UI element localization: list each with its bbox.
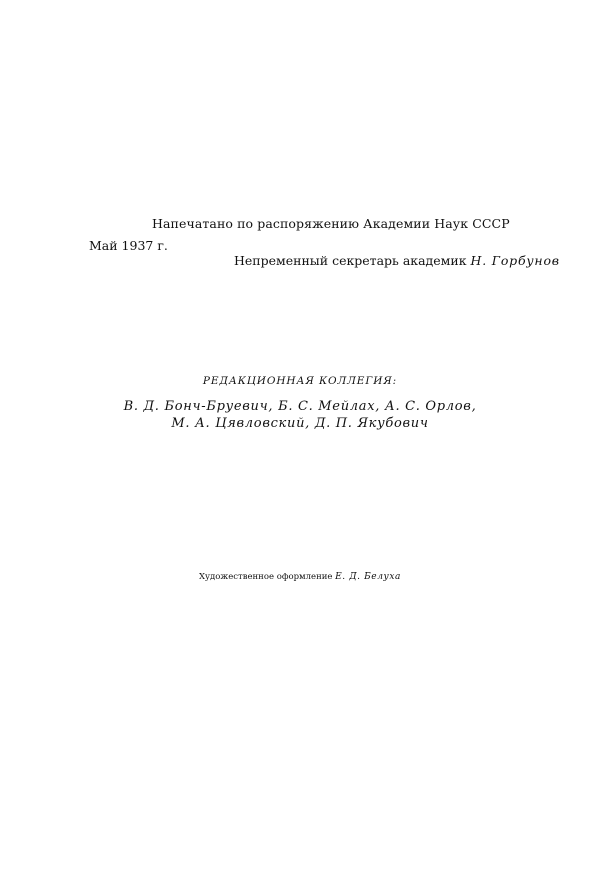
editorial-board-members (0, 398, 600, 432)
secretary-line (234, 255, 560, 268)
publication-date: Май 1937 г. (89, 238, 168, 253)
design-credit-label: Художественное оформление (198, 572, 333, 582)
editorial-board-heading: РЕДАКЦИОННАЯ КОЛЛЕГИЯ: (202, 375, 398, 387)
imprint-statement: Напечатано по распоряжению Академии Наук СССР (152, 216, 510, 231)
secretary-title: Непременный секретарь академик (234, 253, 467, 268)
design-credit (0, 573, 600, 582)
editorial-board-members-line-1: В. Д. Бонч-Бруевич, Б. С. Мейлах, А. С. Орлов, (123, 399, 477, 414)
secretary-name: Н. Горбунов (470, 253, 560, 268)
editorial-board-members-line-2: М. А. Цявловский, Д. П. Якубович (171, 416, 429, 431)
design-credit-name: Е. Д. Белуха (335, 572, 402, 582)
